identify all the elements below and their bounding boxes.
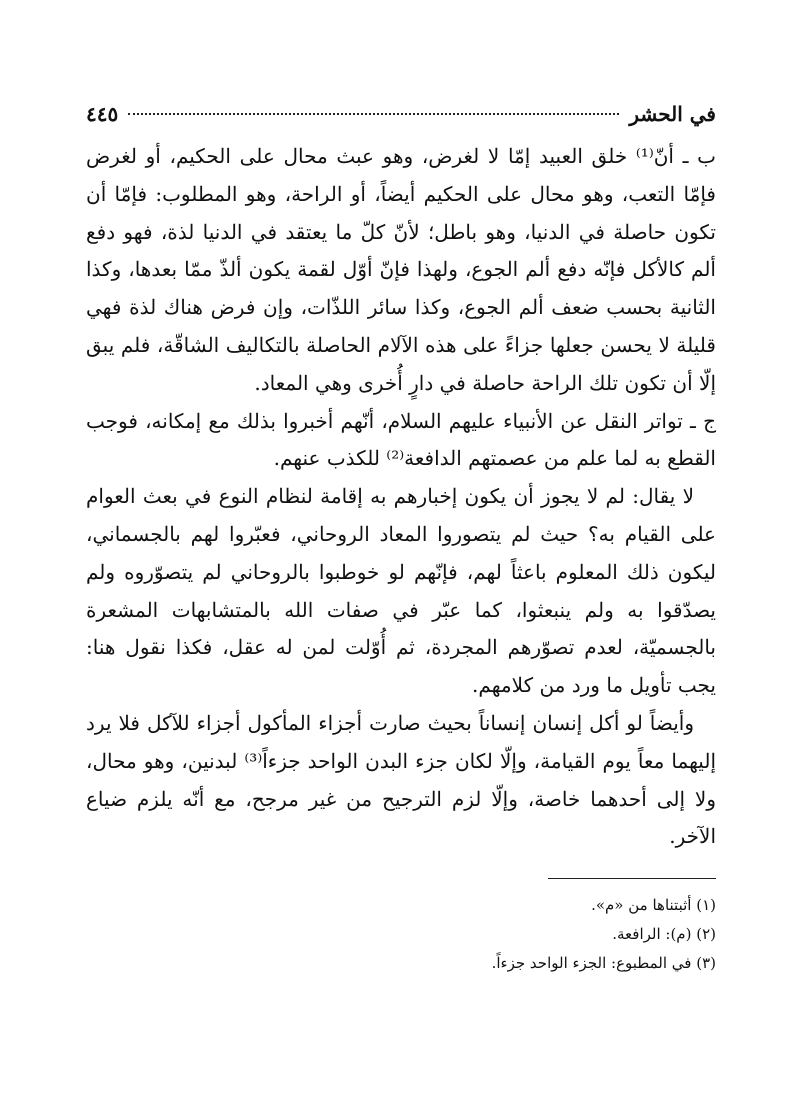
footnote-rule (548, 878, 716, 879)
main-text (86, 138, 716, 856)
running-head (86, 96, 716, 132)
footnote-3: (٣) في المطبوع: الجزء الواحد جزءاً. (491, 954, 716, 973)
paragraph-j: ج ـ تواتر النقل عن الأنبياء عليهم السلام، أنّهم أخبروا بذلك مع إمكانه، فوجب القطع به لما علم من عصمتهم الدافعة⁽²⁾ للكذب عنهم. (86, 408, 716, 471)
book-page (86, 96, 716, 1086)
chapter-title: في الحشر (629, 102, 716, 126)
footnotes (86, 891, 716, 978)
footnote-1: (١) أثبتناها من «م». (591, 896, 716, 915)
page-number: ٤٤٥ (86, 102, 119, 126)
paragraph-objection: لا يقال: لم لا يجوز أن يكون إخبارهم به إقامة لنظام النوع في بعث العوام على القيام به؟ حيث لم يتصوروا المعاد الروحاني، فعبّروا لهم بالجسماني، ليكون ذلك المعلوم باعثاً لهم، فإنّهم لو خوطبوا بالروحاني لم يتصوّروه ولم يصدّقوا به ولم ينبعثوا، كما عبّر في صفات الله بالمتشابهات المشعرة بالجسميّة، لعدم تصوّرهم المجردة، ثم أُوّلت لمن له عقل، فكذا نقول هنا: يجب تأويل ما ورد من كلامهم. (86, 484, 716, 698)
paragraph-eater: وأيضاً لو أكل إنسان إنساناً بحيث صارت أجزاء المأكول أجزاء للآكل فلا يرد إليهما معاً يوم القيامة، وإلّا لكان جزء البدن الواحد جزءاً⁽³⁾ لبدنين، وهو محال، ولا إلى أحدهما خاصة، وإلّا لزم الترجيح من غير مرجح، مع أنّه يلزم ضياع الآخر. (86, 710, 716, 849)
footnote-2: (٢) (م): الرافعة. (612, 925, 716, 944)
dot-leader (128, 113, 619, 115)
paragraph-b: ب ـ أنّ⁽¹⁾ خلق العبيد إمّا لا لغرض، وهو عبث محال على الحكيم، أو لغرض فإمّا التعب، وهو محال على الحكيم أيضاً، أو الراحة، وهو المطلوب: فإمّا أن تكون حاصلة في الدنيا، وهو باطل؛ لأنّ كلّ ما يعتقد في الدنيا لذة، فهو دفع ألم كالأكل فإنّه دفع ألم الجوع، ولهذا فإنّ أوّل لقمة يكون ألذّ ممّا بعدها، وكذا الثانية بحسب ضعف ألم الجوع، وكذا سائر اللذّات، وإن فرض هناك لذة فهي قليلة لا يحسن جعلها جزاءً على هذه الآلام الحاصلة بالتكاليف الشاقّة، فلم يبق إلّا أن تكون تلك الراحة حاصلة في دارٍ أُخرى وهي المعاد. (86, 144, 717, 395)
